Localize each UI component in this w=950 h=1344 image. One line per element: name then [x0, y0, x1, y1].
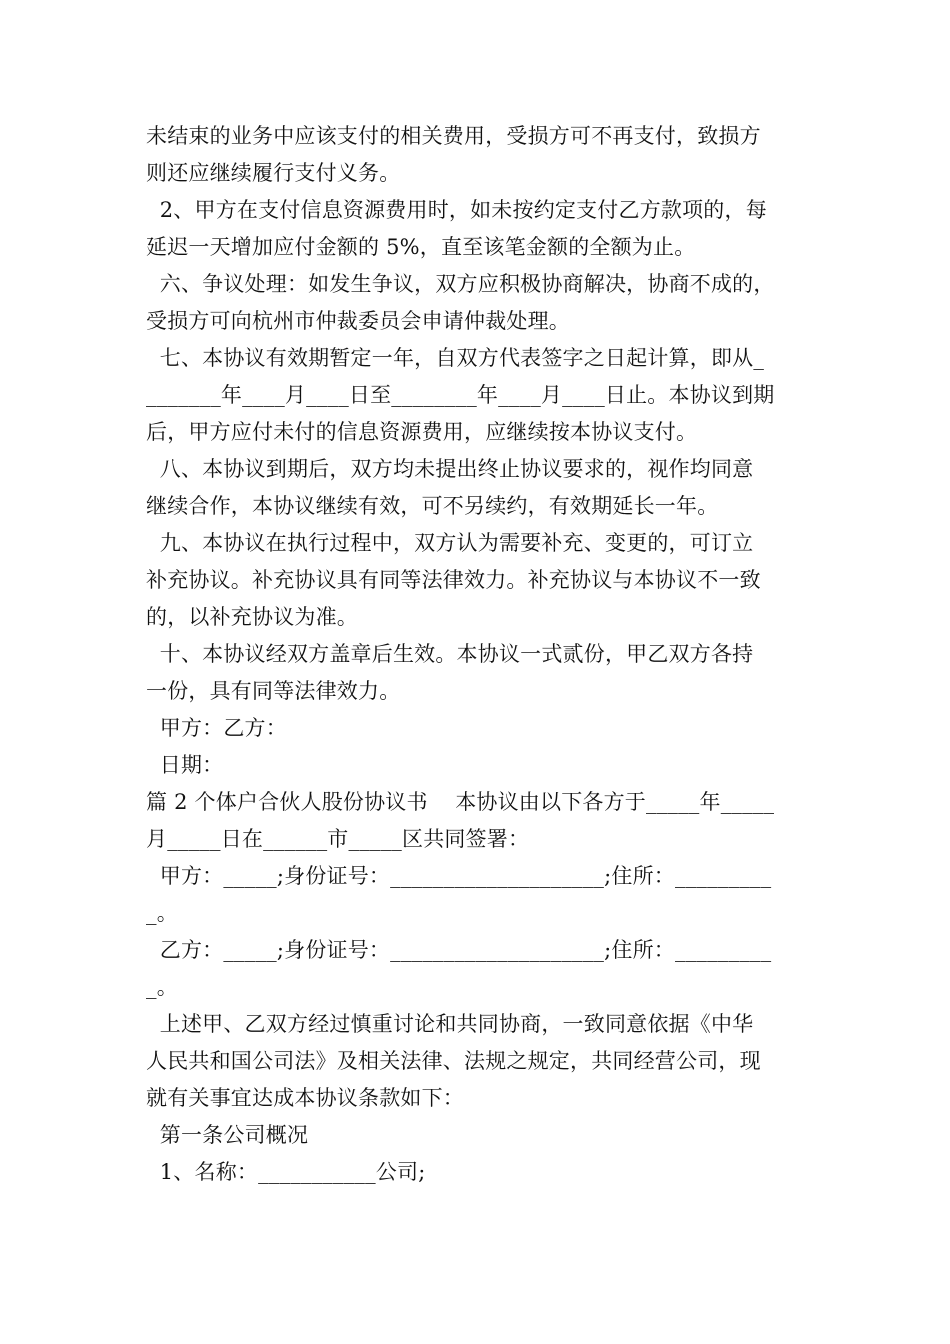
- text-line: 上述甲、乙双方经过慎重讨论和共同协商，一致同意依据《中华: [146, 1012, 754, 1036]
- document-body: [146, 118, 816, 1191]
- text-line: 补充协议。补充协议具有同等法律效力。补充协议与本协议不一致: [146, 568, 761, 592]
- text-line: _。: [146, 901, 178, 925]
- text-line: 甲方：_____;身份证号：____________________;住所：_________: [146, 864, 772, 888]
- text-line: 1、名称：___________公司;: [146, 1160, 426, 1184]
- text-line: 继续合作，本协议继续有效，可不另续约，有效期延长一年。: [146, 494, 719, 518]
- text-line: 人民共和国公司法》及相关法律、法规之规定，共同经营公司，现: [146, 1049, 761, 1073]
- text-line: _______年____月____日至________年____月____日止。本协议到期: [146, 383, 775, 407]
- text-line: 则还应继续履行支付义务。: [146, 161, 401, 185]
- text-line: 十、本协议经双方盖章后生效。本协议一式贰份，甲乙双方各持: [146, 642, 754, 666]
- text-line: 2、甲方在支付信息资源费用时，如未按约定支付乙方款项的，每: [146, 198, 767, 222]
- text-line: 受损方可向杭州市仲裁委员会申请仲裁处理。: [146, 309, 570, 333]
- text-line: 篇 2 个体户合伙人股份协议书 本协议由以下各方于_____年_____: [146, 790, 775, 814]
- text-line: 八、本协议到期后，双方均未提出终止协议要求的，视作均同意: [146, 457, 754, 481]
- text-line: 就有关事宜达成本协议条款如下：: [146, 1086, 464, 1110]
- text-line: _。: [146, 975, 178, 999]
- text-line: 的，以补充协议为准。: [146, 605, 358, 629]
- text-line: 未结束的业务中应该支付的相关费用，受损方可不再支付，致损方: [146, 124, 761, 148]
- text-line: 后，甲方应付未付的信息资源费用，应继续按本协议支付。: [146, 420, 698, 444]
- text-line: 月_____日在______市_____区共同签署：: [146, 827, 530, 851]
- text-line: 七、本协议有效期暂定一年，自双方代表签字之日起计算，即从_: [146, 346, 765, 370]
- text-line: 日期：: [146, 753, 224, 777]
- text-line: 九、本协议在执行过程中，双方认为需要补充、变更的，可订立: [146, 531, 754, 555]
- text-line: 第一条公司概况: [146, 1123, 309, 1147]
- text-line: 甲方：乙方：: [146, 716, 287, 740]
- text-line: 乙方：_____;身份证号：____________________;住所：_________: [146, 938, 772, 962]
- text-line: 一份，具有同等法律效力。: [146, 679, 401, 703]
- text-line: 延迟一天增加应付金额的 5%，直至该笔金额的全额为止。: [146, 235, 696, 259]
- text-line: 六、争议处理：如发生争议，双方应积极协商解决，协商不成的，: [146, 272, 775, 296]
